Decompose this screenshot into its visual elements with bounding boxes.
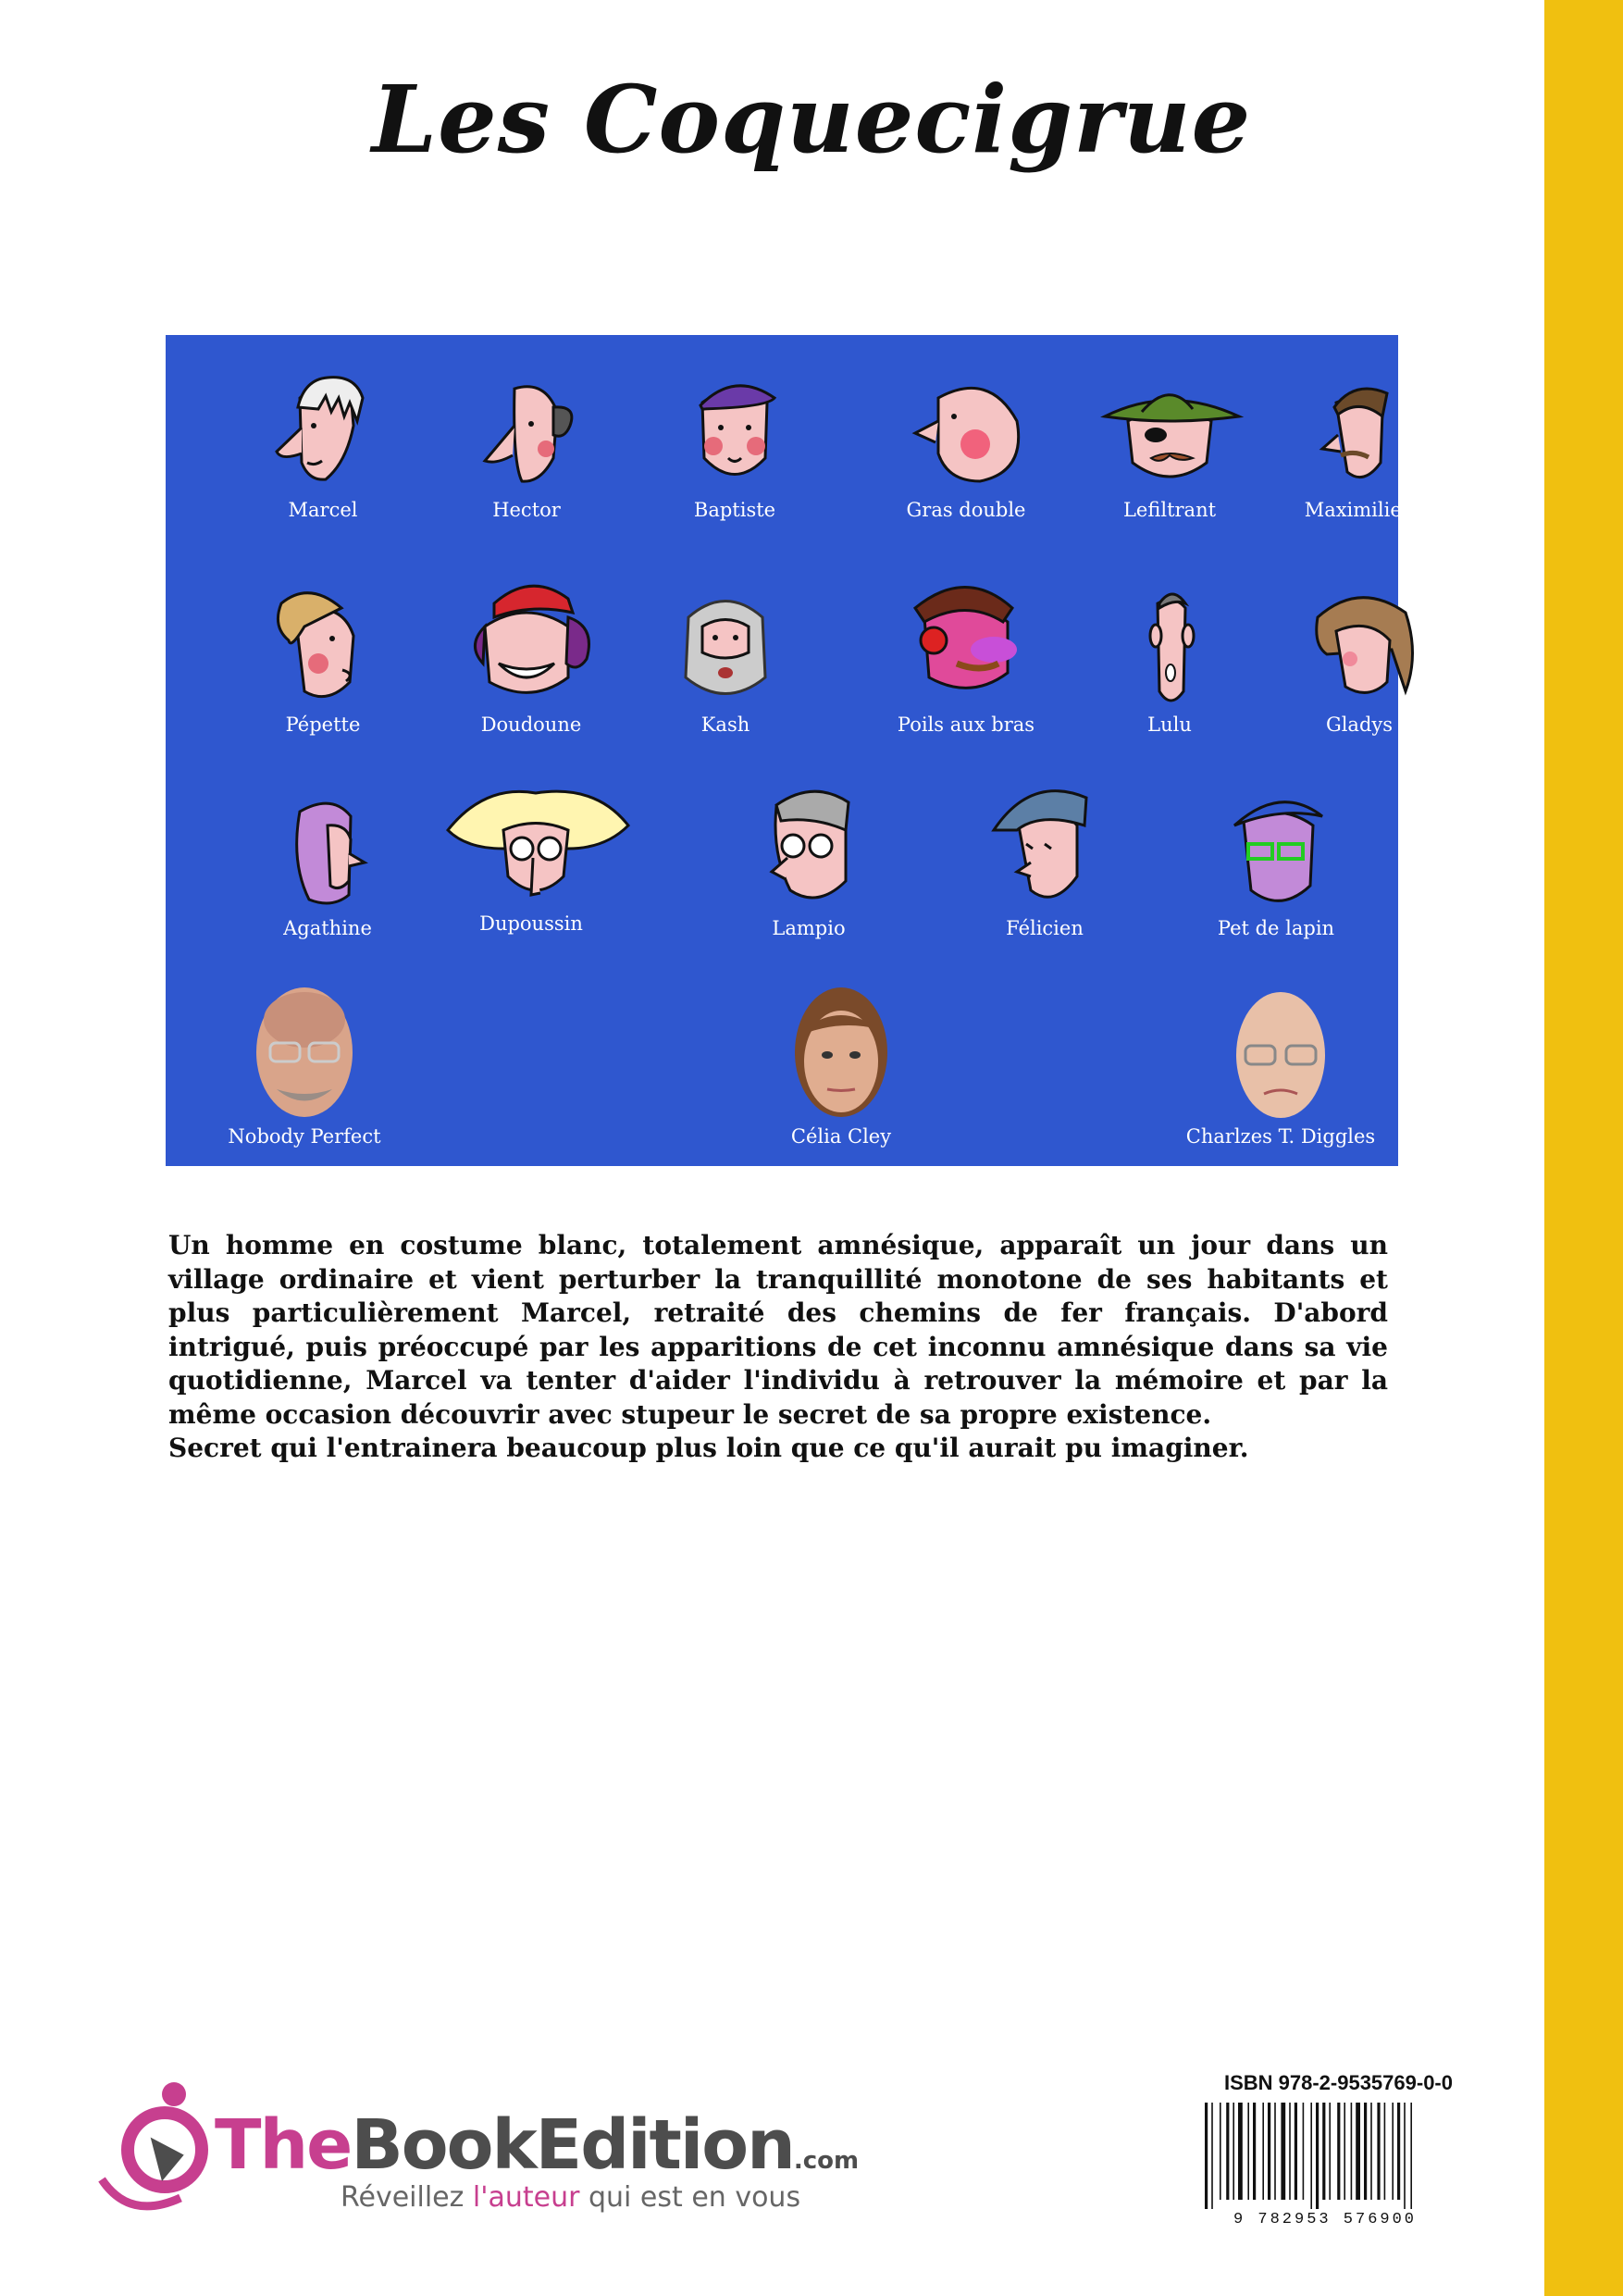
barcode-bar [1205,2103,1208,2209]
character-name: Dupoussin [479,912,583,935]
blurb-paragraph: Un homme en costume blanc, totalement amnésique, apparaît un jour dans un village ordinaire et vient perturber la tranquillité monotone de ses habitants et plus particulièrement Marcel, retraité des chemins de fer français. D'abord intrigué, puis préoccupé par les apparitions de cet inconnu amnésique dans sa vie quotidienne, Marcel va tenter d'aider l'individu à retrouver la mémoire et par la même occasion découvrir avec stupeur le secret de sa propre existence. [168,1230,1388,1430]
barcode-bar [1310,2103,1312,2209]
isbn-label: ISBN 978-2-9535769-0-0 [1223,2071,1453,2094]
barcode-bar [1356,2103,1360,2200]
character-lulu [1068,580,1271,736]
character-felicien [943,775,1146,939]
character-portrait-icon [254,585,392,710]
character-name: Nobody Perfect [228,1125,381,1148]
barcode-bar [1262,2103,1264,2200]
yellow-side-stripe [1544,0,1623,2296]
character-nobody-perfect [184,983,425,1148]
barcode-digits: 9 782953 576900 [1233,2211,1418,2228]
barcode-bar [1211,2103,1213,2209]
publisher-logo [93,2078,860,2216]
character-name: Doudoune [480,714,582,736]
barcode-bar [1404,2103,1406,2209]
character-name: Célia Cley [790,1125,892,1148]
barcode-bar [1397,2103,1400,2200]
barcode-bar [1238,2103,1243,2200]
publisher-tagline: Réveillez l'auteur qui est en vous [341,2181,801,2214]
barcode-bar [1329,2103,1331,2200]
back-cover-blurb [168,1229,1388,1466]
barcode-bar [1233,2103,1234,2200]
character-portrait-icon [457,571,605,710]
character-lefiltrant [1068,370,1271,521]
character-gladys [1258,580,1461,736]
character-name: Kash [700,714,750,736]
barcode-bar [1274,2103,1276,2200]
character-pepette [221,585,425,736]
character-name: Baptiste [693,499,776,521]
barcode-bar [1322,2103,1325,2200]
character-name: Gladys [1325,714,1394,736]
character-name: Félicien [1006,917,1084,939]
character-name: Lampio [772,917,846,939]
barcode-bar [1268,2103,1270,2200]
barcode-bar [1344,2103,1345,2200]
character-celia-cley [730,983,952,1148]
character-name: Hector [492,499,561,521]
character-marcel [221,370,425,521]
character-portrait-icon [656,580,795,710]
character-portrait-icon [258,788,397,913]
barcode-bar [1370,2103,1372,2200]
blurb-paragraph: Secret qui l'entrainera beaucoup plus loin que ce qu'il aurait pu imaginer. [168,1433,1249,1463]
barcode-bar [1377,2103,1380,2200]
barcode-bar [1316,2103,1319,2209]
character-hector [425,370,628,521]
barcode-bar [1253,2103,1256,2200]
character-doudoune [429,571,633,736]
character-portrait-icon [1207,784,1345,913]
character-name: Pépette [285,714,361,736]
character-portrait-icon [1290,580,1429,710]
character-portrait-icon [897,370,1035,495]
barcode-bar [1281,2103,1285,2200]
character-charlzes-t-diggles [1165,983,1396,1148]
character-kash [624,580,827,736]
character-gras-double [864,370,1068,521]
book-person-icon [93,2078,213,2216]
character-portrait-icon [892,571,1040,710]
barcode-bar [1226,2103,1229,2200]
character-portrait-icon [1100,580,1239,710]
character-name: Lefiltrant [1122,499,1217,521]
character-portrait-icon [254,370,392,495]
barcode-bar [1303,2103,1305,2200]
characters-panel [166,335,1415,1166]
character-baptiste [633,370,836,521]
character-portrait-icon [429,784,642,909]
barcode-bar [1337,2103,1340,2200]
character-name: Gras double [906,499,1026,521]
character-portrait-icon [975,775,1114,913]
barcode-bar [1364,2103,1367,2200]
barcode-bar [1220,2103,1221,2200]
character-portrait-icon [1091,370,1248,495]
barcode-bar [1247,2103,1249,2200]
character-portrait-icon [457,370,596,495]
character-agathine [226,788,429,939]
publisher-name: TheBookEdition.com [215,2105,860,2185]
barcode-bar [1289,2103,1291,2200]
character-name: Charlzes T. Diggles [1185,1125,1376,1148]
character-name: Marcel [288,499,358,521]
character-poils-aux-bras [864,571,1068,736]
character-portrait-icon [1290,370,1429,495]
book-title: Les Coquecigrue [371,65,1252,174]
character-dupoussin [429,784,633,935]
portrait-photo-icon [244,983,365,1122]
portrait-photo-icon [786,983,897,1122]
character-name: Maximilien [1304,499,1415,521]
character-lampio [707,779,911,939]
barcode-bar [1351,2103,1353,2200]
character-portrait-icon [739,779,878,913]
barcode [1194,2103,1457,2228]
barcode-bar [1384,2103,1386,2200]
character-name: Agathine [283,917,372,939]
barcode-bar [1295,2103,1297,2200]
character-name: Poils aux bras [897,714,1035,736]
character-name: Pet de lapin [1217,917,1335,939]
character-name: Lulu [1147,714,1192,736]
barcode-bar [1410,2103,1412,2209]
character-pet-de-lapin [1174,784,1378,939]
character-maximilien [1258,370,1461,521]
barcode-bar [1392,2103,1394,2200]
portrait-photo-icon [1225,983,1336,1122]
character-portrait-icon [665,370,804,495]
